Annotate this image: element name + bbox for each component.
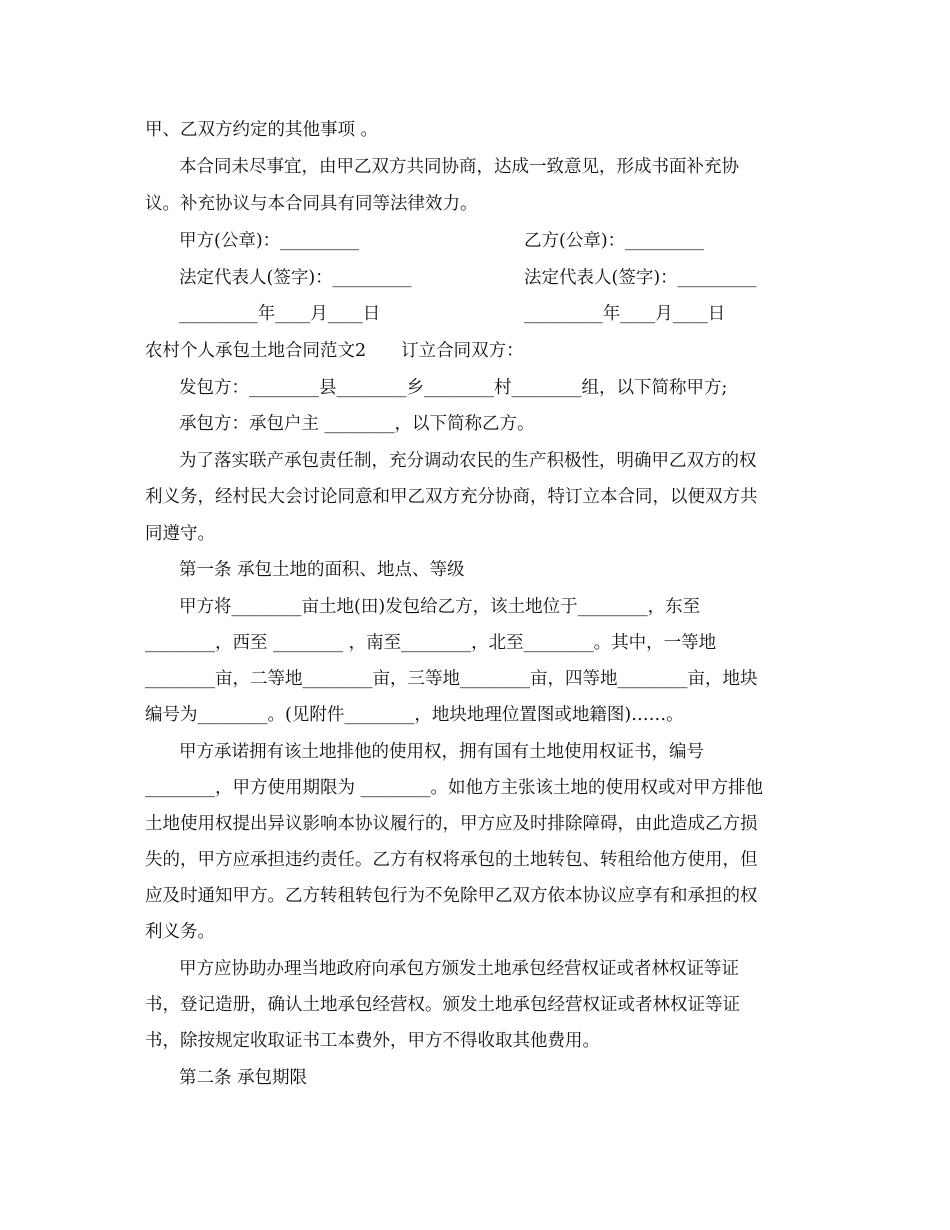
purpose-line: 同遵守。	[145, 524, 215, 544]
certificate-line: 书，登记造册，确认土地承包经营权。颁发土地承包经营权证或者林权证等证	[145, 995, 740, 1015]
article-title: 第二条 承包期限	[179, 1068, 308, 1088]
rights-line: 土地使用权提出异议影响本协议履行的，甲方应及时排除障碍，由此造成乙方损	[145, 814, 758, 834]
text-line: 本合同未尽事宜，由甲乙双方共同协商，达成一致意见，形成书面补充协	[179, 157, 739, 177]
rights-line: 失的，甲方应承担违约责任。乙方有权将承包的土地转包、转租给他方使用，但	[145, 850, 758, 870]
purpose-line: 为了落实联产承包责任制，充分调动农民的生产积极性，明确甲乙双方的权	[179, 451, 757, 471]
text-line: 议。补充协议与本合同具有同等法律效力。	[145, 194, 478, 214]
article-line: 编号为________。(见附件________，地块地理位置图或地籍图)……。	[145, 705, 684, 725]
certificate-line: 书，除按规定收取证书工本费外，甲方不得收取其他费用。	[145, 1031, 600, 1051]
rights-line: 甲方承诺拥有该土地排他的使用权，拥有国有土地使用权证书，编号	[179, 742, 704, 762]
certificate-line: 甲方应协助办理当地政府向承包方颁发土地承包经营权证或者林权证等证	[179, 959, 739, 979]
article-line: ________，西至 ________ ，南至________，北至________。其中，一等地	[145, 633, 717, 653]
text-line: 甲、乙双方约定的其他事项 。	[145, 120, 379, 140]
party-a-date: _________年____月____日	[179, 304, 381, 324]
rights-line: 利义务。	[145, 922, 215, 942]
article-title: 第一条 承包土地的面积、地点、等级	[179, 560, 465, 580]
article-line: 甲方将________亩土地(田)发包给乙方，该土地位于________，东至	[179, 597, 701, 617]
party-a-seal: 甲方(公章)：_________	[179, 231, 359, 251]
party-b-representative: 法定代表人(签字)：_________	[524, 268, 757, 288]
party-b-seal: 乙方(公章)：_________	[524, 231, 704, 251]
contractor-line: 承包方：承包户主 ________，以下简称乙方。	[179, 414, 535, 434]
article-line: ________亩，二等地________亩，三等地________亩，四等地________亩，地块	[145, 669, 758, 689]
rights-line: ________，甲方使用期限为 ________。如他方主张该土地的使用权或对甲方排他	[145, 778, 764, 798]
party-b-date: _________年____月____日	[524, 304, 726, 324]
party-a-representative: 法定代表人(签字)：_________	[179, 268, 412, 288]
rights-line: 应及时通知甲方。乙方转租转包行为不免除甲乙双方依本协议应享有和承担的权	[145, 886, 758, 906]
section-title: 农村个人承包土地合同范文2 订立合同双方：	[145, 341, 524, 361]
issuer-line: 发包方：________县________乡________村________组，以下简称甲方;	[179, 378, 728, 398]
purpose-line: 利义务，经村民大会讨论同意和甲乙双方充分协商，特订立本合同，以便双方共	[145, 487, 758, 507]
